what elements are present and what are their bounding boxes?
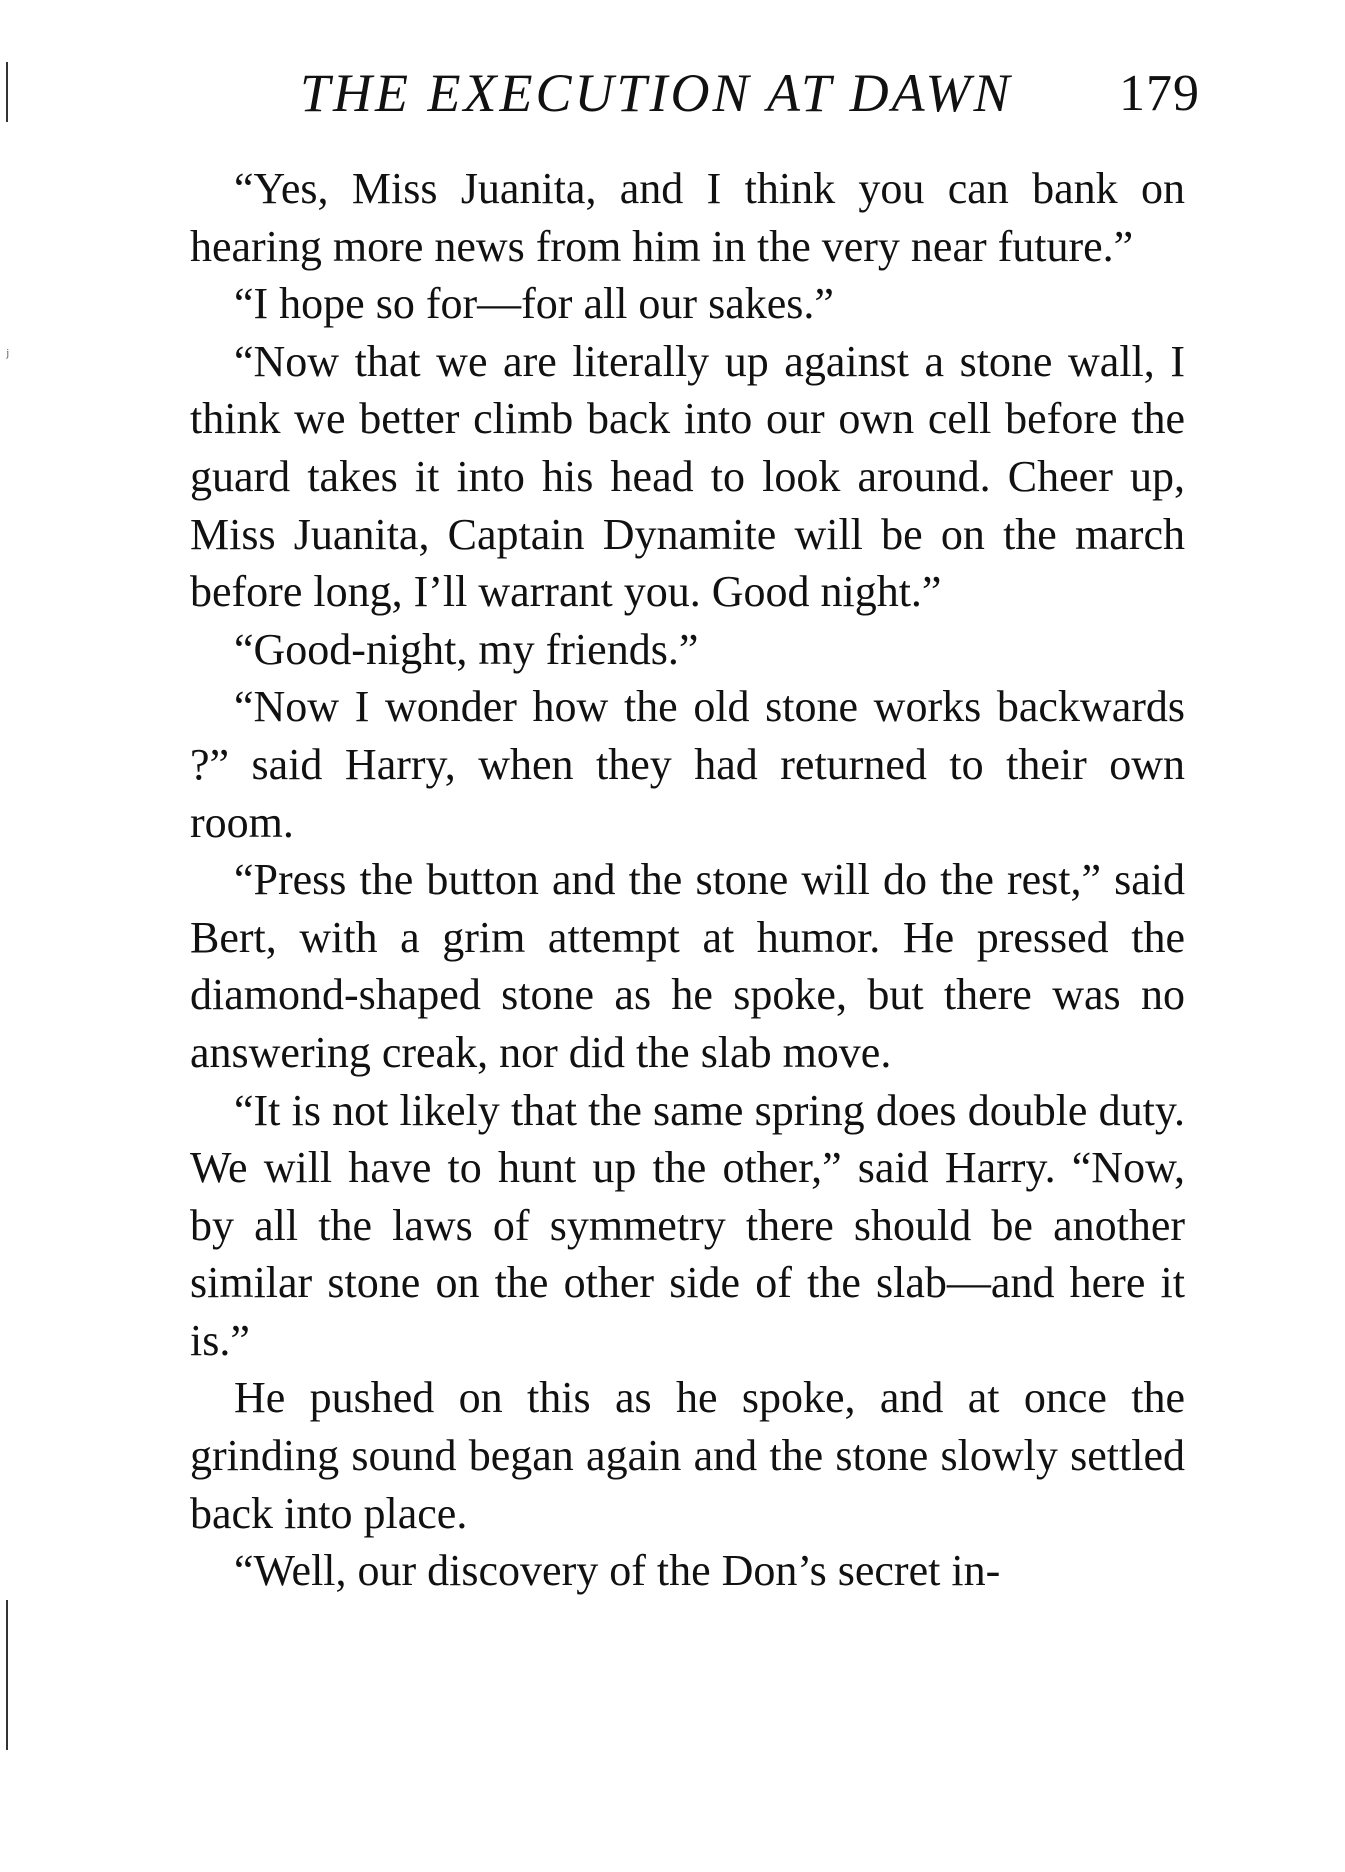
paragraph: “Press the button and the stone will do the rest,” said Bert, with a grim attempt at humor. He pressed the diamond-shaped stone as he spoke, but there was no answering creak, nor did the slab move. bbox=[190, 855, 1185, 1077]
paragraph: “Good-night, my friends.” bbox=[234, 624, 699, 674]
page-number: 179 bbox=[1119, 65, 1200, 122]
paragraph: “I hope so for—for all our sakes.” bbox=[234, 279, 834, 329]
paragraph: “Now that we are literally up against a stone wall, I think we better climb back into our own cell before the guard takes it into his head to look around. Cheer up, Miss Juanita, Captain Dynamite will be on the march before long, I’ll warrant you. Good night.” bbox=[190, 336, 1185, 617]
body-text bbox=[190, 160, 1185, 1600]
left-edge-mark-top bbox=[6, 62, 8, 122]
left-edge-mark-bottom bbox=[6, 1600, 8, 1750]
speck-mark: ʲ bbox=[6, 345, 9, 365]
page-header bbox=[300, 62, 1200, 132]
paragraph: “Now I wonder how the old stone works backwards ?” said Harry, when they had returned to their own room. bbox=[190, 682, 1185, 847]
paragraph: “Yes, Miss Juanita, and I think you can bank on hearing more news from him in the very near future.” bbox=[190, 164, 1185, 271]
running-title: THE EXECUTION AT DAWN bbox=[300, 63, 1013, 123]
paragraph-last: “Well, our discovery of the Don’s secret in- bbox=[234, 1546, 1001, 1596]
paragraph: “It is not likely that the same spring does double duty. We will have to hunt up the other,” said Harry. “Now, by all the laws of symmetry there should be another similar stone on the other side of the slab—and here it is.” bbox=[190, 1085, 1185, 1365]
paragraph: He pushed on this as he spoke, and at once the grinding sound began again and the stone slowly settled back into place. bbox=[190, 1373, 1185, 1538]
